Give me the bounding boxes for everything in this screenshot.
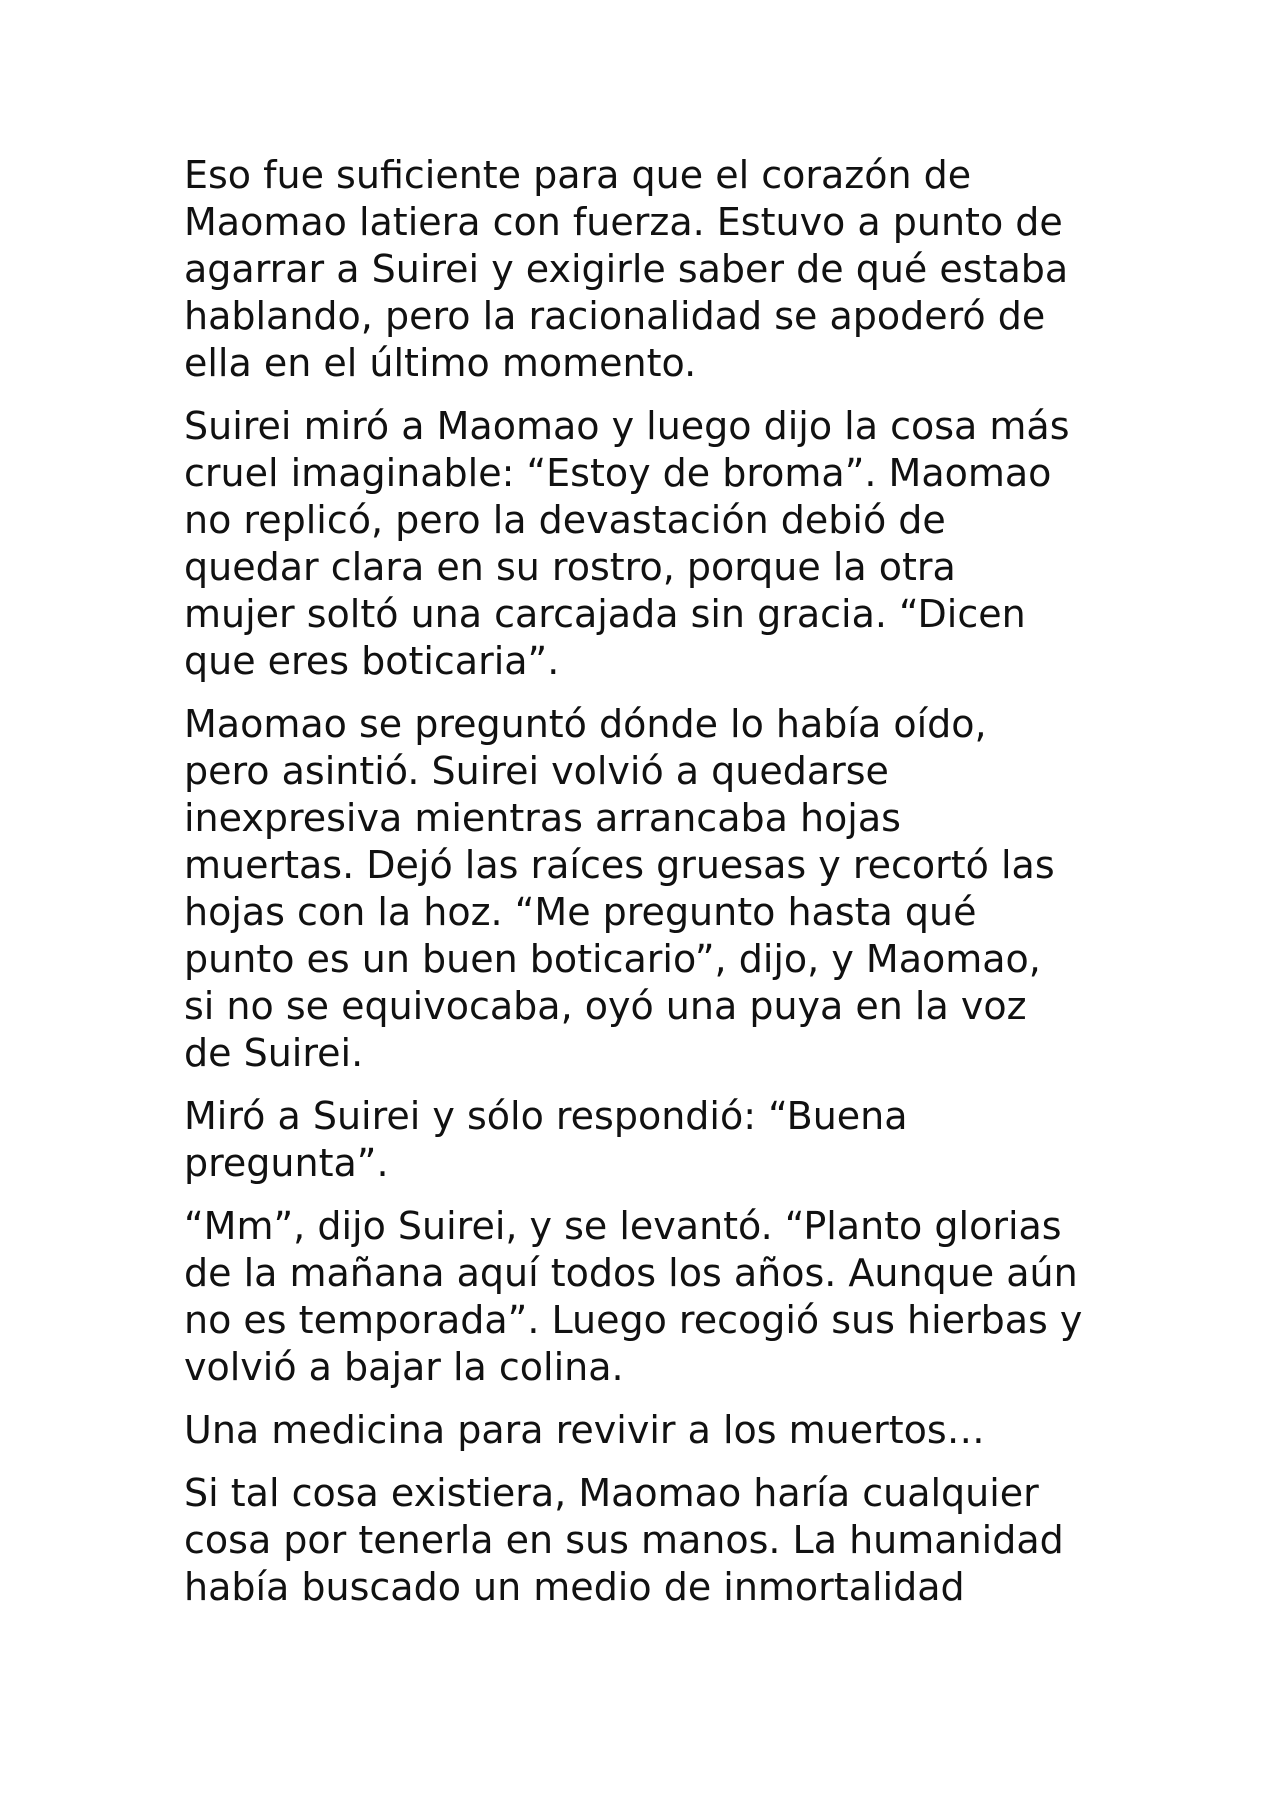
text-line: de Suirei. [184, 1031, 364, 1075]
paragraph-1 [184, 152, 1114, 387]
text-line: Maomao se preguntó dónde lo había oído, [184, 702, 987, 746]
text-line: cosa por tenerla en sus manos. La humanidad [184, 1518, 1064, 1562]
text-line: mujer soltó una carcajada sin gracia. “Dicen [184, 592, 1026, 636]
text-line: Miró a Suirei y sólo respondió: “Buena [184, 1094, 908, 1138]
paragraph-3 [184, 701, 1114, 1077]
paragraph-6 [184, 1407, 1114, 1454]
text-line: muertas. Dejó las raíces gruesas y recortó las [184, 843, 1055, 887]
paragraph-4 [184, 1093, 1114, 1187]
text-line: hablando, pero la racionalidad se apoderó de [184, 294, 1046, 338]
text-line: Maomao latiera con fuerza. Estuvo a punto de [184, 200, 1063, 244]
text-line: que eres boticaria”. [184, 639, 560, 683]
text-line: “Mm”, dijo Suirei, y se levantó. “Planto glorias [184, 1204, 1062, 1248]
text-line: Si tal cosa existiera, Maomao haría cualquier [184, 1471, 1039, 1515]
text-line: ella en el último momento. [184, 341, 697, 385]
paragraph-5 [184, 1203, 1114, 1391]
text-line: hojas con la hoz. “Me pregunto hasta qué [184, 890, 977, 934]
text-line: no es temporada”. Luego recogió sus hierbas y [184, 1298, 1083, 1342]
text-line: pero asintió. Suirei volvió a quedarse [184, 749, 889, 793]
text-line: de la mañana aquí todos los años. Aunque aún [184, 1251, 1078, 1295]
text-line: inexpresiva mientras arrancaba hojas [184, 796, 901, 840]
text-line: Eso fue suficiente para que el corazón de [184, 153, 972, 197]
text-line: volvió a bajar la colina. [184, 1345, 624, 1389]
text-line: Suirei miró a Maomao y luego dijo la cosa más [184, 404, 1070, 448]
text-line: cruel imaginable: “Estoy de broma”. Maomao [184, 451, 1052, 495]
text-line: Una medicina para revivir a los muertos… [184, 1408, 985, 1452]
paragraph-7 [184, 1470, 1114, 1611]
paragraph-2 [184, 403, 1114, 685]
text-line: había buscado un medio de inmortalidad [184, 1565, 965, 1609]
text-line: agarrar a Suirei y exigirle saber de qué estaba [184, 247, 1069, 291]
text-line: pregunta”. [184, 1141, 389, 1185]
text-line: no replicó, pero la devastación debió de [184, 498, 946, 542]
body-text [184, 152, 1114, 1627]
text-line: punto es un buen boticario”, dijo, y Maomao, [184, 937, 1041, 981]
text-line: si no se equivocaba, oyó una puya en la voz [184, 984, 1027, 1028]
text-line: quedar clara en su rostro, porque la otra [184, 545, 956, 589]
